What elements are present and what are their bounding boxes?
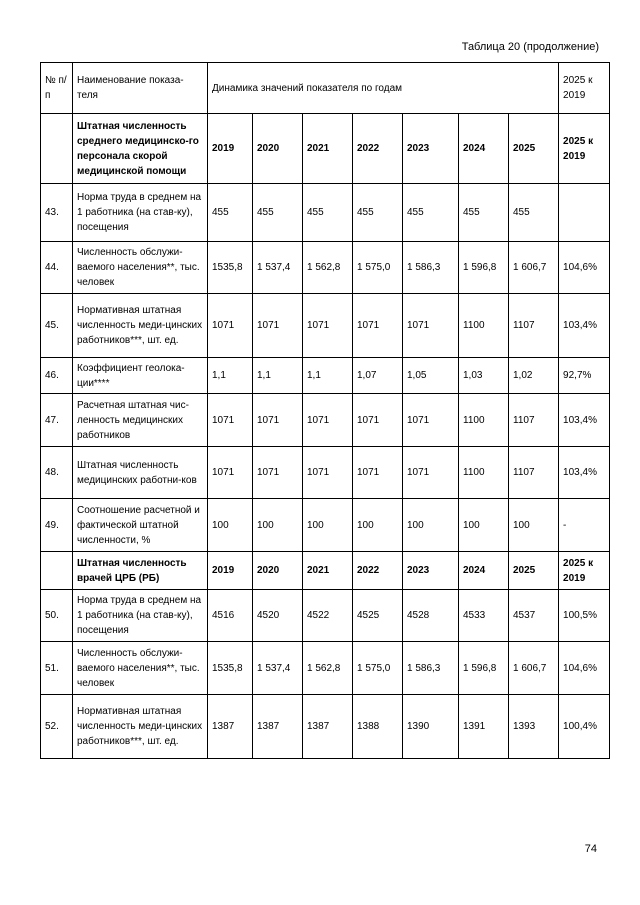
ratio-cell: 100,4%	[559, 695, 610, 759]
row-number: 52.	[41, 695, 73, 759]
indicator-name: Численность обслужи-ваемого населения**, тыс. человек	[73, 242, 208, 294]
value-cell: 1387	[303, 695, 353, 759]
value-cell: 4528	[403, 590, 459, 642]
value-cell: 1071	[303, 394, 353, 447]
value-cell: 1071	[253, 394, 303, 447]
ratio-cell: 103,4%	[559, 447, 610, 499]
header-dynamics: Динамика значений показателя по годам	[208, 63, 559, 114]
section-header-num	[41, 552, 73, 590]
year-header: 2021	[303, 114, 353, 184]
value-cell: 100	[509, 499, 559, 552]
ratio-cell: 92,7%	[559, 358, 610, 394]
section-title: Штатная численность врачей ЦРБ (РБ)	[73, 552, 208, 590]
table-row	[41, 695, 610, 759]
value-cell: 1 606,7	[509, 242, 559, 294]
value-cell: 1,07	[353, 358, 403, 394]
indicator-name: Соотношение расчетной и фактической штатной численности, %	[73, 499, 208, 552]
value-cell: 455	[303, 184, 353, 242]
value-cell: 4537	[509, 590, 559, 642]
value-cell: 1390	[403, 695, 459, 759]
value-cell: 1071	[403, 294, 459, 358]
section-header-num	[41, 114, 73, 184]
value-cell: 1 586,3	[403, 242, 459, 294]
value-cell: 455	[208, 184, 253, 242]
row-number: 44.	[41, 242, 73, 294]
indicator-name: Нормативная штатная численность меди-цинских работников***, шт. ед.	[73, 695, 208, 759]
value-cell: 1071	[208, 447, 253, 499]
row-number: 43.	[41, 184, 73, 242]
value-cell: 100	[353, 499, 403, 552]
ratio-header: 2025 к 2019	[559, 552, 610, 590]
value-cell: 455	[353, 184, 403, 242]
value-cell: 1387	[253, 695, 303, 759]
value-cell: 1,1	[208, 358, 253, 394]
ratio-cell: -	[559, 499, 610, 552]
indicator-name: Норма труда в среднем на 1 работника (на став-ку), посещения	[73, 590, 208, 642]
value-cell: 1,02	[509, 358, 559, 394]
value-cell: 1 596,8	[459, 642, 509, 695]
value-cell: 1 537,4	[253, 642, 303, 695]
value-cell: 1071	[208, 294, 253, 358]
value-cell: 4522	[303, 590, 353, 642]
row-number: 51.	[41, 642, 73, 695]
row-number: 45.	[41, 294, 73, 358]
data-table	[40, 62, 610, 759]
header-row	[41, 63, 610, 114]
row-number: 46.	[41, 358, 73, 394]
year-header: 2024	[459, 552, 509, 590]
table-row	[41, 642, 610, 695]
indicator-name: Нормативная штатная численность меди-цинских работников***, шт. ед.	[73, 294, 208, 358]
table-row	[41, 394, 610, 447]
table-row	[41, 294, 610, 358]
value-cell: 455	[403, 184, 459, 242]
ratio-cell	[559, 184, 610, 242]
section-title: Штатная численность среднего медицинско-го персонала скорой медицинской помощи	[73, 114, 208, 184]
year-header: 2019	[208, 114, 253, 184]
value-cell: 1071	[353, 394, 403, 447]
year-header: 2023	[403, 114, 459, 184]
value-cell: 1 596,8	[459, 242, 509, 294]
value-cell: 455	[509, 184, 559, 242]
value-cell: 1100	[459, 394, 509, 447]
value-cell: 100	[208, 499, 253, 552]
value-cell: 1,05	[403, 358, 459, 394]
row-number: 49.	[41, 499, 73, 552]
value-cell: 4525	[353, 590, 403, 642]
value-cell: 1 537,4	[253, 242, 303, 294]
value-cell: 4520	[253, 590, 303, 642]
ratio-cell: 104,6%	[559, 642, 610, 695]
value-cell: 1,03	[459, 358, 509, 394]
value-cell: 1535,8	[208, 242, 253, 294]
value-cell: 1393	[509, 695, 559, 759]
value-cell: 1 575,0	[353, 642, 403, 695]
table-row	[41, 447, 610, 499]
value-cell: 1,1	[253, 358, 303, 394]
value-cell: 1391	[459, 695, 509, 759]
value-cell: 1 586,3	[403, 642, 459, 695]
value-cell: 4533	[459, 590, 509, 642]
year-header: 2025	[509, 114, 559, 184]
section-header-row	[41, 114, 610, 184]
ratio-cell: 103,4%	[559, 394, 610, 447]
year-header: 2019	[208, 552, 253, 590]
value-cell: 1071	[253, 294, 303, 358]
section-header-row	[41, 552, 610, 590]
value-cell: 1100	[459, 294, 509, 358]
value-cell: 4516	[208, 590, 253, 642]
value-cell: 1071	[403, 447, 459, 499]
value-cell: 100	[303, 499, 353, 552]
year-header: 2024	[459, 114, 509, 184]
value-cell: 1 575,0	[353, 242, 403, 294]
value-cell: 1071	[353, 294, 403, 358]
value-cell: 455	[253, 184, 303, 242]
value-cell: 1388	[353, 695, 403, 759]
row-number: 47.	[41, 394, 73, 447]
value-cell: 455	[459, 184, 509, 242]
row-number: 48.	[41, 447, 73, 499]
table-row	[41, 499, 610, 552]
value-cell: 1071	[208, 394, 253, 447]
table-row	[41, 590, 610, 642]
value-cell: 1 562,8	[303, 242, 353, 294]
value-cell: 1071	[303, 447, 353, 499]
table-row	[41, 184, 610, 242]
ratio-cell: 100,5%	[559, 590, 610, 642]
ratio-header: 2025 к 2019	[559, 114, 610, 184]
header-ratio: 2025 к 2019	[559, 63, 610, 114]
year-header: 2021	[303, 552, 353, 590]
year-header: 2025	[509, 552, 559, 590]
row-number: 50.	[41, 590, 73, 642]
header-name: Наименование показа-теля	[73, 63, 208, 114]
header-num: № п/п	[41, 63, 73, 114]
indicator-name: Расчетная штатная чис-ленность медицинских работников	[73, 394, 208, 447]
value-cell: 1071	[353, 447, 403, 499]
value-cell: 1100	[459, 447, 509, 499]
year-header: 2020	[253, 114, 303, 184]
value-cell: 1,1	[303, 358, 353, 394]
ratio-cell: 104,6%	[559, 242, 610, 294]
value-cell: 1 562,8	[303, 642, 353, 695]
indicator-name: Штатная численность медицинских работни-ков	[73, 447, 208, 499]
value-cell: 1387	[208, 695, 253, 759]
year-header: 2022	[353, 552, 403, 590]
indicator-name: Норма труда в среднем на 1 работника (на став-ку), посещения	[73, 184, 208, 242]
value-cell: 1 606,7	[509, 642, 559, 695]
table-body	[41, 63, 610, 759]
ratio-cell: 103,4%	[559, 294, 610, 358]
indicator-name: Численность обслужи-ваемого населения**, тыс. человек	[73, 642, 208, 695]
indicator-name: Коэффициент геолока-ции****	[73, 358, 208, 394]
value-cell: 1071	[253, 447, 303, 499]
value-cell: 1071	[403, 394, 459, 447]
value-cell: 100	[403, 499, 459, 552]
page-number: 74	[584, 843, 597, 855]
year-header: 2023	[403, 552, 459, 590]
value-cell: 100	[459, 499, 509, 552]
value-cell: 1535,8	[208, 642, 253, 695]
year-header: 2022	[353, 114, 403, 184]
value-cell: 1107	[509, 447, 559, 499]
table-row	[41, 242, 610, 294]
value-cell: 100	[253, 499, 303, 552]
table-row	[41, 358, 610, 394]
value-cell: 1071	[303, 294, 353, 358]
year-header: 2020	[253, 552, 303, 590]
value-cell: 1107	[509, 394, 559, 447]
table-caption: Таблица 20 (продолжение)	[461, 41, 599, 53]
value-cell: 1107	[509, 294, 559, 358]
